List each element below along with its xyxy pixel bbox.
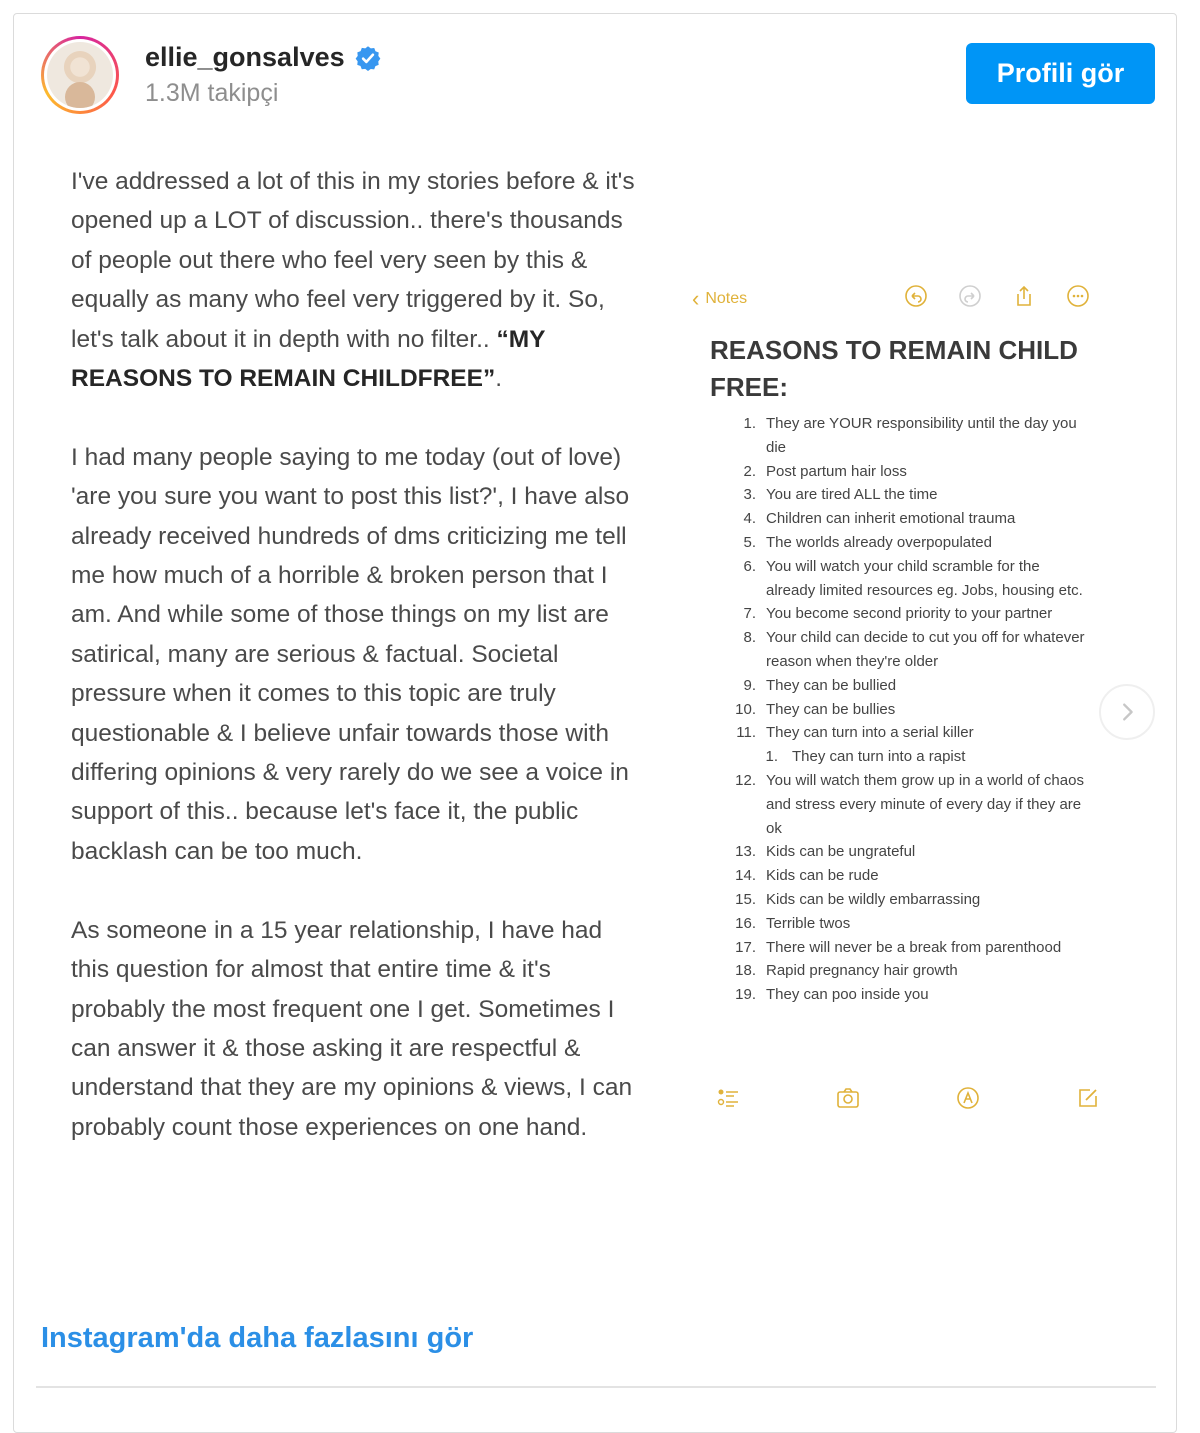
caption-paragraph-1 — [71, 162, 646, 398]
list-text: You will watch your child scramble for the already limited resources eg. Jobs, housing etc. — [766, 557, 1083, 599]
list-number: 5. — [743, 533, 756, 551]
notes-list-item — [722, 602, 1092, 626]
list-number: 14. — [735, 867, 756, 885]
username[interactable]: ellie_gonsalves — [145, 42, 345, 72]
notes-list-item — [722, 888, 1092, 912]
list-text: Post partum hair loss — [766, 462, 907, 480]
list-number: 12. — [735, 771, 756, 789]
camera-icon — [836, 1086, 860, 1110]
notes-list-item — [722, 674, 1092, 698]
list-number: 13. — [735, 843, 756, 861]
list-number: 17. — [735, 938, 756, 956]
list-number: 19. — [735, 986, 756, 1004]
notes-list-item — [722, 507, 1092, 531]
notes-list-item — [722, 912, 1092, 936]
list-text: They can poo inside you — [766, 986, 929, 1004]
list-number: 1. — [765, 748, 778, 766]
list-number: 8. — [743, 629, 756, 647]
share-icon — [1012, 284, 1036, 308]
list-text: There will never be a break from parenthood — [766, 938, 1062, 956]
instagram-embed-card — [13, 13, 1177, 1433]
list-number: 3. — [743, 486, 756, 504]
caption-paragraph-2: I had many people saying to me today (out of love) 'are you sure you want to post this list?', I have also already received hundreds of dms criticizing me tell me how much of a horrible & broken person that I am. And while some of those things on my list are satirical, many are serious & factual. Societal pressure when it comes to this topic are truly questionable & I believe unfair towards those with differing opinions & very rarely do we see a voice in support of this.. because let's face it, the public backlash can be too much. — [71, 443, 630, 865]
caption-paragraph-3: As someone in a 15 year relationship, I have had this question for almost that entire time & it's probably the most frequent one I get. Sometimes I can answer it & those asking it are respectful & understand that they are my opinions & views, I can probably count those experiences on one hand. — [71, 916, 633, 1141]
compose-icon — [1076, 1086, 1100, 1110]
notes-list-item — [722, 460, 1092, 484]
list-number: 10. — [735, 700, 756, 718]
notes-list — [722, 412, 1092, 1007]
notes-list-item — [722, 864, 1092, 888]
list-number: 7. — [743, 605, 756, 623]
list-text: Children can inherit emotional trauma — [766, 510, 1016, 528]
view-more-on-instagram-link[interactable]: Instagram'da daha fazlasını gör — [41, 1322, 474, 1354]
notes-list-item — [722, 840, 1092, 864]
list-text: You are tired ALL the time — [766, 486, 938, 504]
list-text: They can turn into a rapist — [792, 748, 966, 766]
view-profile-button[interactable]: Profili gör — [966, 43, 1155, 104]
notes-title: REASONS TO REMAIN CHILD FREE: — [710, 335, 1078, 402]
notes-back-button — [692, 288, 747, 310]
notes-screenshot — [686, 276, 1106, 1116]
list-number: 11. — [736, 724, 756, 742]
notes-list-item — [722, 769, 1092, 840]
notes-list-item — [722, 983, 1092, 1007]
profile-photo — [47, 42, 113, 108]
list-text: The worlds already overpopulated — [766, 533, 992, 551]
list-text: Rapid pregnancy hair growth — [766, 962, 958, 980]
list-text: You will watch them grow up in a world of chaos and stress every minute of every day if they are ok — [766, 771, 1084, 837]
undo-icon — [904, 284, 928, 308]
divider — [36, 1386, 1156, 1388]
list-number: 2. — [743, 462, 756, 480]
list-text: Your child can decide to cut you off for whatever reason when they're older — [766, 629, 1085, 670]
chevron-left-icon: ‹ — [692, 286, 700, 311]
list-number: 6. — [743, 557, 756, 575]
notes-list-item — [722, 555, 1092, 603]
notes-list-item — [722, 531, 1092, 555]
caption-text: . — [495, 365, 503, 393]
caption-bold-text: “MY REASONS TO REMAIN CHILDFREE” — [71, 325, 546, 393]
notes-list-item — [722, 959, 1092, 983]
notes-list-item — [722, 721, 1092, 745]
redo-icon — [958, 284, 982, 308]
notes-list-item — [722, 698, 1092, 722]
chevron-right-icon — [1116, 701, 1138, 723]
list-text: They can turn into a serial killer — [766, 724, 974, 742]
notes-list-item — [722, 936, 1092, 960]
notes-bottom-toolbar — [716, 1086, 1106, 1114]
list-text: They can be bullies — [766, 700, 896, 718]
list-number: 9. — [743, 676, 756, 694]
avatar[interactable] — [41, 36, 119, 114]
verified-badge-icon — [355, 45, 381, 71]
post-caption — [71, 162, 646, 1187]
list-number: 4. — [743, 510, 756, 528]
notes-back-label: Notes — [705, 290, 748, 307]
list-number: 18. — [735, 962, 756, 980]
notes-list-item — [722, 626, 1092, 674]
list-text: They are YOUR responsibility until the day you die — [766, 415, 1077, 456]
notes-list-item — [722, 745, 1092, 769]
list-text: Kids can be rude — [766, 867, 879, 885]
checklist-icon — [716, 1086, 740, 1110]
notes-toolbar — [692, 284, 1102, 314]
list-number: 1. — [743, 415, 756, 432]
notes-list-item — [722, 412, 1092, 460]
list-text: Kids can be ungrateful — [766, 843, 916, 861]
list-text: They can be bullied — [766, 676, 897, 694]
list-text: Terrible twos — [766, 914, 851, 932]
caption-text: I've addressed a lot of this in my stories before & it's opened up a LOT of discussion.. there's thousands of people out there who feel very seen by this & equally as many who feel very triggered by it. So, let's talk about it in depth with no filter.. — [71, 168, 635, 353]
list-text: You become second priority to your partner — [766, 605, 1053, 623]
follower-count: 1.3M takipçi — [145, 79, 279, 107]
list-number: 16. — [735, 914, 756, 932]
username-row[interactable] — [145, 42, 381, 73]
markup-icon — [956, 1086, 980, 1110]
list-text: Kids can be wildly embarrassing — [766, 890, 981, 908]
next-slide-button[interactable] — [1099, 684, 1155, 740]
list-number: 15. — [735, 890, 756, 908]
notes-list-item — [722, 483, 1092, 507]
more-icon — [1066, 284, 1090, 308]
